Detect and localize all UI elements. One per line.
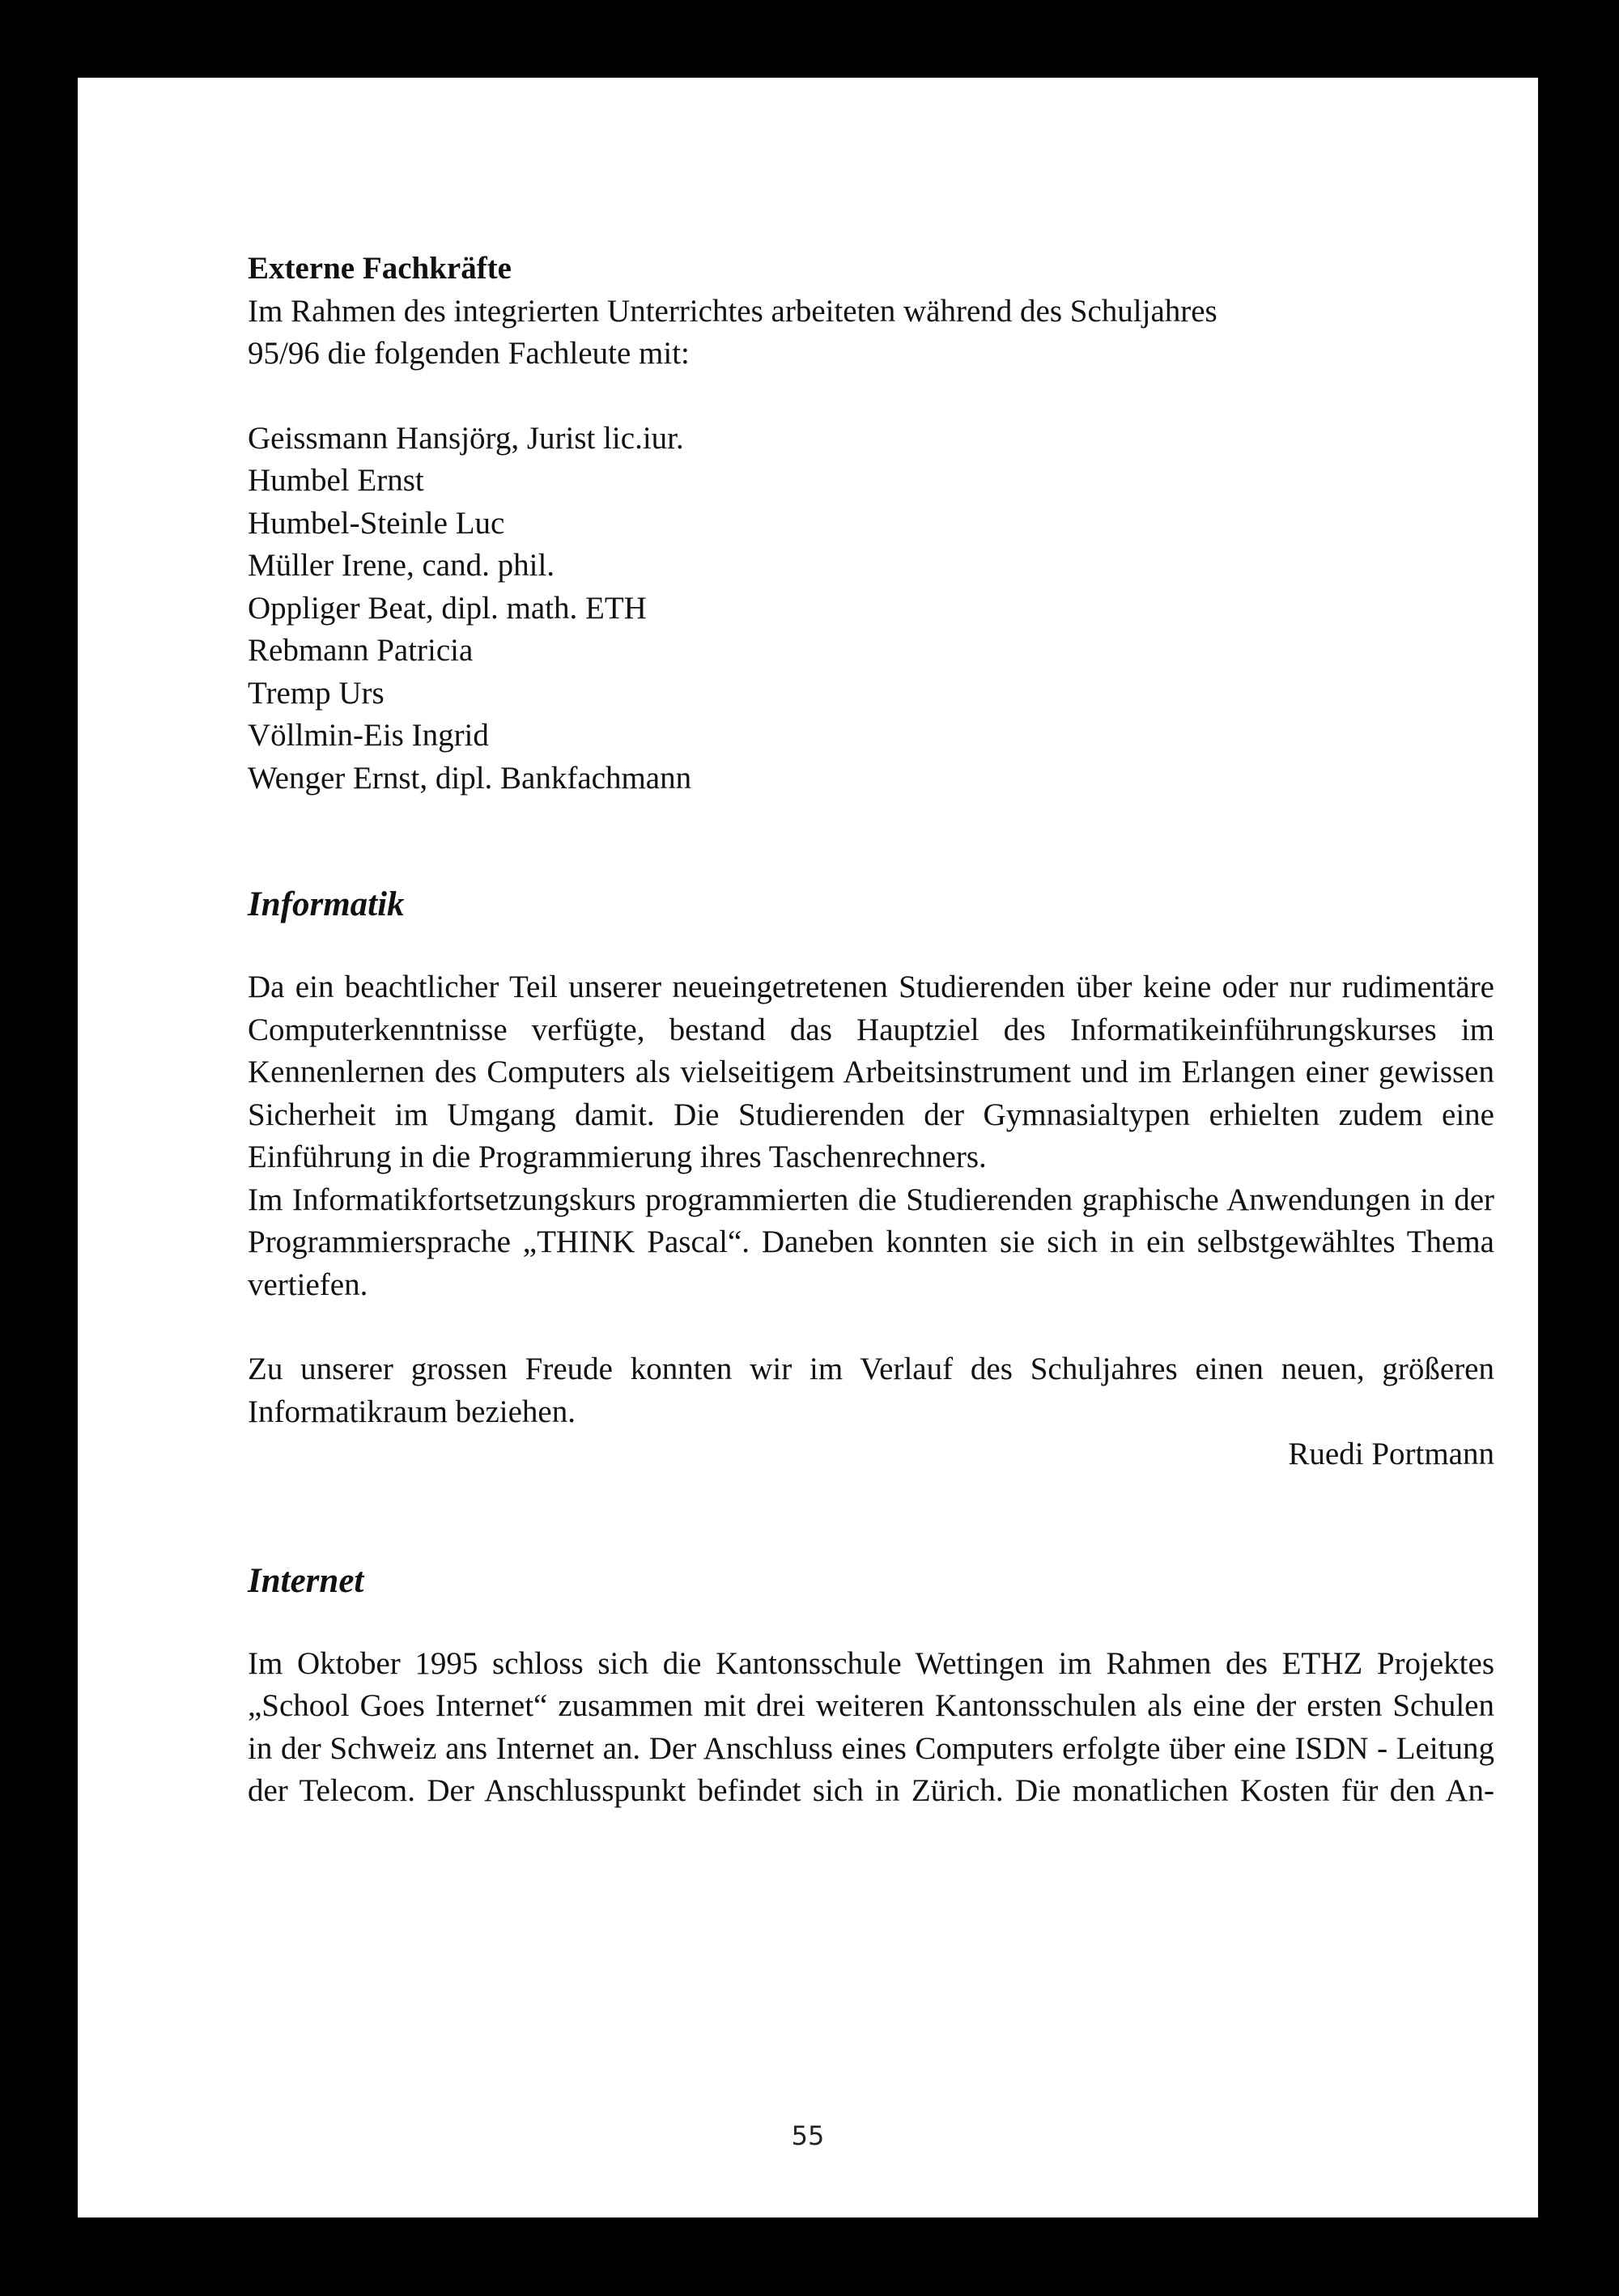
externe-fachkraefte-heading: Externe Fachkräfte	[248, 251, 512, 286]
document-page	[78, 78, 1538, 2217]
expert-item: Müller Irene, cand. phil.	[248, 548, 555, 583]
expert-item: Humbel-Steinle Luc	[248, 505, 505, 541]
expert-item: Völlmin-Eis Ingrid	[248, 718, 489, 753]
informatik-paragraph-1: Da ein beachtlicher Teil unserer neueingetretenen Studierenden über keine oder nur rudimentäre Computerkenntnisse verfügte, bestand das Hauptziel des Informatikeinführungskurses im Kennenlernen des Computers als vielseitigem Arbeitsinstrument und im Erlangen einer gewissen Sicherheit im Umgang damit. Die Studierenden der Gymnasialtypen erhielten zudem eine Einführung in die Programmierung ihres Taschenrechners.	[248, 970, 1494, 1174]
informatik-author: Ruedi Portmann	[1288, 1437, 1494, 1471]
page-content	[248, 248, 1494, 1813]
internet-heading: Internet	[248, 1561, 364, 1600]
expert-item: Wenger Ernst, dipl. Bankfachmann	[248, 760, 692, 796]
expert-item: Geissmann Hansjörg, Jurist lic.iur.	[248, 420, 684, 456]
internet-paragraph-1: Im Oktober 1995 schloss sich die Kantonsschule Wettingen im Rahmen des ETHZ Projektes „School Goes Internet“ zusammen mit drei weiteren Kantonsschulen als eine der ersten Schulen in der Schweiz ans Internet an. Der Anschluss eines Computers erfolgte über eine ISDN - Leitung der Telecom. Der Anschlusspunkt befindet sich in Zürich. Die monatlichen Kosten für den An-	[248, 1645, 1494, 1808]
page-number: 55	[791, 2120, 825, 2151]
expert-item: Rebmann Patricia	[248, 633, 474, 668]
expert-item: Oppliger Beat, dipl. math. ETH	[248, 590, 647, 626]
externe-intro-line-2: 95/96 die folgenden Fachleute mit:	[248, 336, 690, 371]
expert-list	[248, 418, 1494, 800]
externe-intro-line-1: Im Rahmen des integrierten Unterrichtes arbeiteten während des Schuljahres	[248, 293, 1217, 329]
expert-item: Tremp Urs	[248, 675, 385, 711]
informatik-heading: Informatik	[248, 885, 405, 923]
informatik-paragraph-2: Im Informatikfortsetzungskurs programmierten die Studierenden graphische Anwendungen in der Programmiersprache „THINK Pascal“. Daneben konnten sie sich in ein selbstgewähltes Thema vertiefen.	[248, 1182, 1494, 1302]
informatik-paragraph-3: Zu unserer grossen Freude konnten wir im Verlauf des Schuljahres einen neuen, größeren Informatikraum beziehen.	[248, 1352, 1494, 1429]
expert-item: Humbel Ernst	[248, 463, 424, 498]
